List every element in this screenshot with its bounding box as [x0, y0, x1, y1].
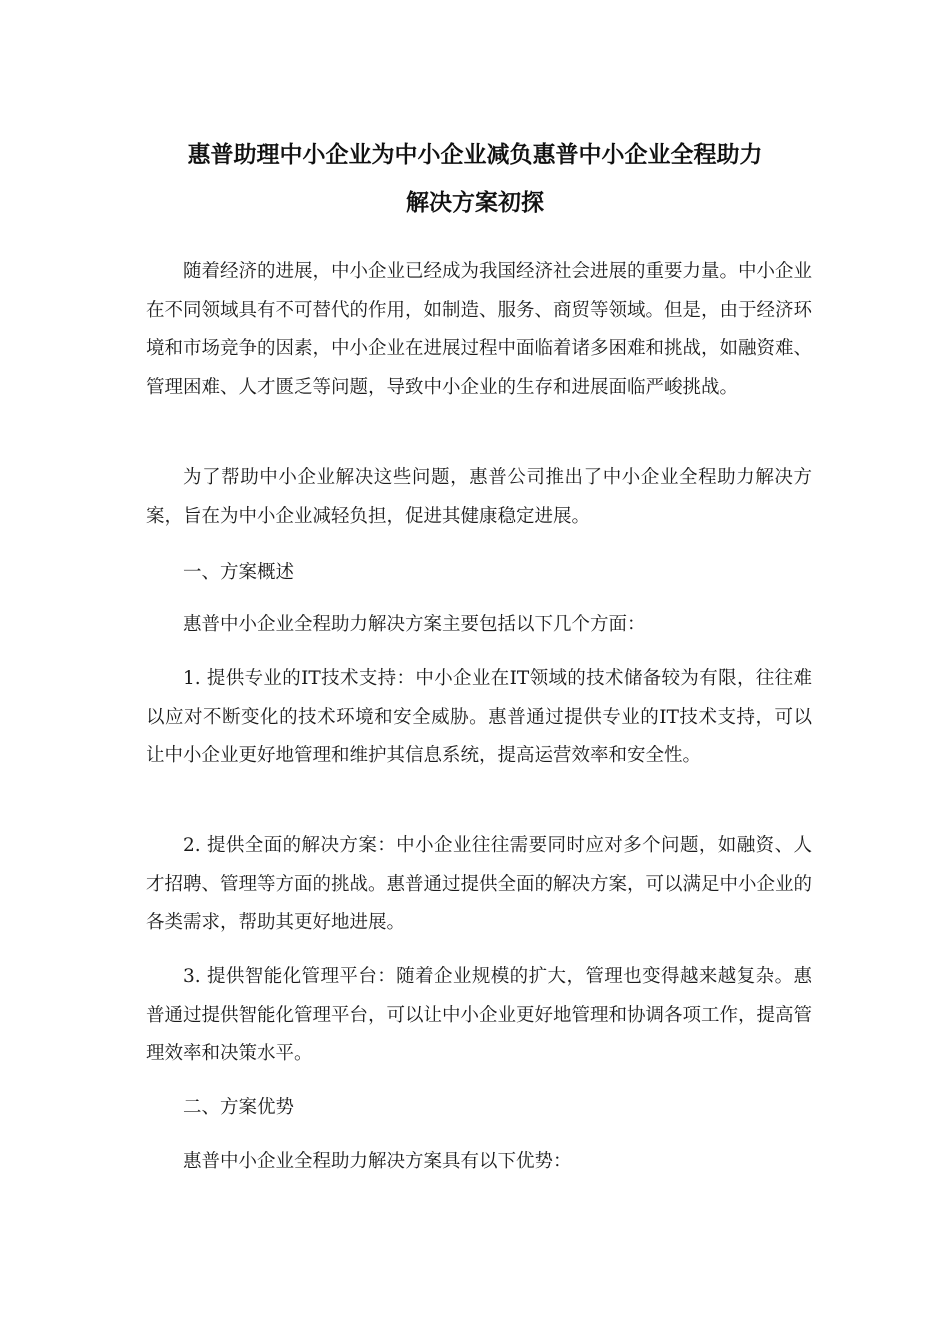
paragraph-purpose: 为了帮助中小企业解决这些问题，惠普公司推出了中小企业全程助力解决方案，旨在为中小企业减轻负担，促进其健康稳定进展。 — [146, 467, 812, 527]
document-title-line-2: 解决方案初探 — [406, 190, 544, 216]
paragraph-item-2: 2. 提供全面的解决方案：中小企业往往需要同时应对多个问题，如融资、人才招聘、管理等方面的挑战。惠普通过提供全面的解决方案，可以满足中小企业的各类需求，帮助其更好地进展。 — [146, 835, 813, 933]
paragraph-item-1: 1. 提供专业的IT技术支持：中小企业在IT领域的技术储备较为有限，往往难以应对不断变化的技术环境和安全威胁。惠普通过提供专业的IT技术支持，可以让中小企业更好地管理和维护其信息系统，提高运营效率和安全性。 — [146, 668, 812, 766]
paragraph-intro: 随着经济的进展，中小企业已经成为我国经济社会进展的重要力量。中小企业在不同领域具有不可替代的作用，如制造、服务、商贸等领域。但是，由于经济环境和市场竞争的因素，中小企业在进展过程中面临着诸多困难和挑战，如融资难、管理困难、人才匮乏等问题，导致中小企业的生存和进展面临严峻挑战。 — [146, 261, 813, 398]
paragraph-overview-intro: 惠普中小企业全程助力解决方案主要包括以下几个方面： — [183, 614, 646, 635]
section-heading-advantages: 二、方案优势 — [183, 1097, 295, 1118]
paragraph-advantages-intro: 惠普中小企业全程助力解决方案具有以下优势： — [183, 1151, 572, 1172]
document-title-line-1: 惠普助理中小企业为中小企业减负惠普中小企业全程助力 — [187, 142, 763, 168]
section-heading-overview: 一、方案概述 — [183, 562, 295, 583]
paragraph-item-3: 3. 提供智能化管理平台：随着企业规模的扩大，管理也变得越来越复杂。惠普通过提供智能化管理平台，可以让中小企业更好地管理和协调各项工作，提高管理效率和决策水平。 — [146, 966, 813, 1064]
